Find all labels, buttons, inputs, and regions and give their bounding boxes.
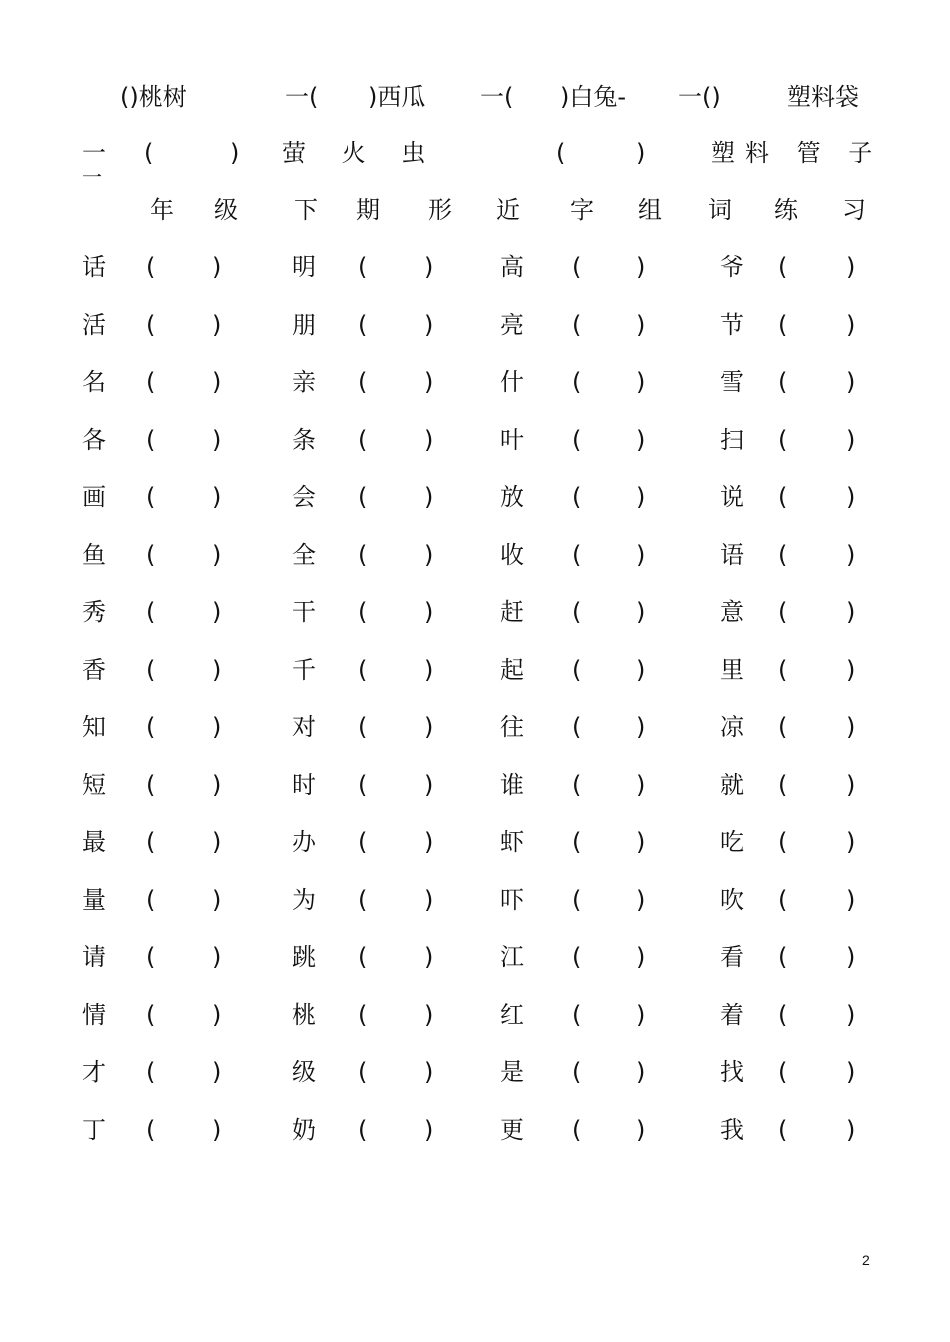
word-char: 虾 xyxy=(500,828,524,856)
word-char: 收 xyxy=(500,541,524,569)
close-paren: ) xyxy=(846,943,856,971)
close-paren: ) xyxy=(636,426,646,454)
close-paren: ) xyxy=(636,1058,646,1086)
close-paren: ) xyxy=(424,426,434,454)
close-paren: ) xyxy=(424,311,434,339)
open-paren: ( xyxy=(572,483,582,511)
close-paren: ) xyxy=(424,1116,434,1144)
word-char: 江 xyxy=(500,943,524,971)
word-char: 奶 xyxy=(292,1116,316,1144)
word-char: 请 xyxy=(82,943,106,971)
open-paren: ( xyxy=(358,426,368,454)
close-paren: ) xyxy=(424,943,434,971)
word-char: 全 xyxy=(292,541,316,569)
close-paren: ) xyxy=(212,886,222,914)
open-paren: ( xyxy=(146,656,156,684)
close-paren: ) xyxy=(424,656,434,684)
close-paren: ) xyxy=(424,598,434,626)
word-char: 谁 xyxy=(500,771,524,799)
word-char: 名 xyxy=(82,368,106,396)
close-paren: ) xyxy=(212,311,222,339)
close-paren: ) xyxy=(846,598,856,626)
word-char: 意 xyxy=(720,598,744,626)
close-paren: ) xyxy=(846,656,856,684)
word-char: 时 xyxy=(292,771,316,799)
close-paren: ) xyxy=(636,771,646,799)
open-paren: ( xyxy=(778,541,788,569)
close-paren: ) xyxy=(636,253,646,281)
word-char: 办 xyxy=(292,828,316,856)
open-paren: ( xyxy=(778,483,788,511)
word-char: 活 xyxy=(82,311,106,339)
open-paren: ( xyxy=(358,713,368,741)
word-char: 才 xyxy=(82,1058,106,1086)
close-paren: ) xyxy=(424,1001,434,1029)
word-char: 就 xyxy=(720,771,744,799)
close-paren: ) xyxy=(424,771,434,799)
open-paren: ( xyxy=(778,771,788,799)
open-paren: ( xyxy=(358,656,368,684)
word-char: 量 xyxy=(82,886,106,914)
close-paren: ) xyxy=(846,483,856,511)
open-paren: ( xyxy=(572,426,582,454)
word-char: 对 xyxy=(292,713,316,741)
close-paren: ) xyxy=(212,771,222,799)
open-paren: ( xyxy=(358,828,368,856)
open-paren: ( xyxy=(778,886,788,914)
phrase-prefix: 一( xyxy=(480,83,514,111)
open-paren: ( xyxy=(358,1058,368,1086)
word-char: 千 xyxy=(292,656,316,684)
word-char: 鱼 xyxy=(82,541,106,569)
word-char: 赶 xyxy=(500,598,524,626)
word-char: 爷 xyxy=(720,253,744,281)
open-paren: ( xyxy=(572,828,582,856)
word-char: 明 xyxy=(292,253,316,281)
close-paren: ) xyxy=(846,311,856,339)
word-char: 雪 xyxy=(720,368,744,396)
close-paren: ) xyxy=(636,1116,646,1144)
open-paren: ( xyxy=(572,771,582,799)
close-paren: ) xyxy=(424,886,434,914)
title-char: 组 xyxy=(638,196,662,224)
word-char: 高 xyxy=(500,253,524,281)
word-char: 画 xyxy=(82,483,106,511)
close-paren: ) xyxy=(636,368,646,396)
word-char: 香 xyxy=(82,656,106,684)
title-char: 级 xyxy=(214,196,238,224)
word-char: 干 xyxy=(292,598,316,626)
title-char: 下 xyxy=(294,196,318,224)
open-paren: ( xyxy=(778,1116,788,1144)
close-paren: ) xyxy=(846,886,856,914)
open-paren: ( xyxy=(146,771,156,799)
close-paren: ) xyxy=(846,771,856,799)
close-paren: ) xyxy=(424,1058,434,1086)
open-paren: ( xyxy=(778,426,788,454)
open-paren: ( xyxy=(572,253,582,281)
title-char: 练 xyxy=(774,196,798,224)
open-paren: ( xyxy=(358,771,368,799)
close-paren: ) xyxy=(212,1058,222,1086)
title-char: 年 xyxy=(150,196,174,224)
open-paren: ( xyxy=(572,311,582,339)
word-char: 里 xyxy=(720,656,744,684)
title-char: 形 xyxy=(428,196,452,224)
open-paren: ( xyxy=(778,253,788,281)
open-paren: ( xyxy=(146,1001,156,1029)
close-paren: ) xyxy=(846,541,856,569)
open-paren: ( xyxy=(146,943,156,971)
word-char: 是 xyxy=(500,1058,524,1086)
open-paren: ( xyxy=(358,1001,368,1029)
close-paren: ) xyxy=(212,828,222,856)
open-paren: ( xyxy=(778,828,788,856)
open-paren: ( xyxy=(572,368,582,396)
word-char: 起 xyxy=(500,656,524,684)
open-paren: ( xyxy=(146,1058,156,1086)
phrase-white-rabbit: )白兔- xyxy=(560,83,627,111)
close-paren: ) xyxy=(212,943,222,971)
open-paren: ( xyxy=(146,713,156,741)
phrase-prefix: 一() xyxy=(678,83,721,111)
close-paren: ) xyxy=(212,426,222,454)
word-char: 看 xyxy=(720,943,744,971)
open-paren: ( xyxy=(358,368,368,396)
word-char: 找 xyxy=(720,1058,744,1086)
close-paren: ) xyxy=(636,598,646,626)
open-paren: ( xyxy=(146,886,156,914)
close-paren: ) xyxy=(636,139,646,167)
open-paren: ( xyxy=(358,311,368,339)
open-paren: ( xyxy=(146,598,156,626)
close-paren: ) xyxy=(636,943,646,971)
open-paren: ( xyxy=(146,541,156,569)
open-paren: ( xyxy=(358,886,368,914)
close-paren: ) xyxy=(636,828,646,856)
close-paren: ) xyxy=(846,828,856,856)
close-paren: ) xyxy=(636,713,646,741)
close-paren: ) xyxy=(230,139,240,167)
close-paren: ) xyxy=(424,828,434,856)
open-paren: ( xyxy=(778,713,788,741)
word-char: 秀 xyxy=(82,598,106,626)
open-paren: ( xyxy=(778,1001,788,1029)
phrase-watermelon: )西瓜 xyxy=(368,83,426,111)
word-char: 跳 xyxy=(292,943,316,971)
open-paren: ( xyxy=(358,253,368,281)
close-paren: ) xyxy=(212,253,222,281)
phrase-plastic-bag: 塑料袋 xyxy=(787,83,859,111)
word-char: 为 xyxy=(292,886,316,914)
close-paren: ) xyxy=(636,311,646,339)
page-number: 2 xyxy=(862,1252,870,1268)
word-char: 朋 xyxy=(292,311,316,339)
word-char: 往 xyxy=(500,713,524,741)
open-paren: ( xyxy=(778,656,788,684)
word-char: 丁 xyxy=(82,1116,106,1144)
open-paren: ( xyxy=(358,943,368,971)
word-char: 更 xyxy=(500,1116,524,1144)
word-char: 我 xyxy=(720,1116,744,1144)
close-paren: ) xyxy=(636,483,646,511)
close-paren: ) xyxy=(636,886,646,914)
word-char: 吹 xyxy=(720,886,744,914)
close-paren: ) xyxy=(212,656,222,684)
word-char: 凉 xyxy=(720,713,744,741)
close-paren: ) xyxy=(846,253,856,281)
open-paren: ( xyxy=(146,311,156,339)
close-paren: ) xyxy=(636,656,646,684)
close-paren: ) xyxy=(846,1001,856,1029)
title-char: 习 xyxy=(842,196,866,224)
open-paren: ( xyxy=(572,541,582,569)
open-paren: ( xyxy=(146,483,156,511)
open-paren: ( xyxy=(778,368,788,396)
open-paren: ( xyxy=(146,253,156,281)
word-char: 吓 xyxy=(500,886,524,914)
close-paren: ) xyxy=(212,368,222,396)
open-paren: ( xyxy=(778,598,788,626)
close-paren: ) xyxy=(424,368,434,396)
open-paren: ( xyxy=(778,943,788,971)
word-char: 亮 xyxy=(500,311,524,339)
close-paren: ) xyxy=(424,541,434,569)
open-paren: ( xyxy=(556,139,566,167)
word-char: 语 xyxy=(720,541,744,569)
open-paren: ( xyxy=(358,598,368,626)
close-paren: ) xyxy=(424,483,434,511)
word-char: 吃 xyxy=(720,828,744,856)
word-char: 条 xyxy=(292,426,316,454)
title-char: 近 xyxy=(496,196,520,224)
word-char: 着 xyxy=(720,1001,744,1029)
word-char: 情 xyxy=(82,1001,106,1029)
word-char: 级 xyxy=(292,1058,316,1086)
word-char: 最 xyxy=(82,828,106,856)
word-char: 红 xyxy=(500,1001,524,1029)
open-paren: ( xyxy=(146,368,156,396)
close-paren: ) xyxy=(636,541,646,569)
phrase-firefly: 萤 火 虫 xyxy=(282,139,440,167)
close-paren: ) xyxy=(846,713,856,741)
word-char: 叶 xyxy=(500,426,524,454)
open-paren: ( xyxy=(144,139,154,167)
close-paren: ) xyxy=(212,541,222,569)
word-char: 桃 xyxy=(292,1001,316,1029)
phrase-prefix: 一( xyxy=(285,83,319,111)
open-paren: ( xyxy=(572,943,582,971)
close-paren: ) xyxy=(424,713,434,741)
phrase-peach-tree: ()桃树 xyxy=(120,83,187,111)
open-paren: ( xyxy=(572,1116,582,1144)
open-paren: ( xyxy=(146,828,156,856)
open-paren: ( xyxy=(572,1001,582,1029)
open-paren: ( xyxy=(358,541,368,569)
close-paren: ) xyxy=(212,1001,222,1029)
word-char: 短 xyxy=(82,771,106,799)
close-paren: ) xyxy=(212,713,222,741)
word-char: 放 xyxy=(500,483,524,511)
word-char: 亲 xyxy=(292,368,316,396)
close-paren: ) xyxy=(846,1116,856,1144)
title-char: 期 xyxy=(356,196,380,224)
open-paren: ( xyxy=(358,1116,368,1144)
title-char: 词 xyxy=(708,196,732,224)
close-paren: ) xyxy=(636,1001,646,1029)
close-paren: ) xyxy=(846,426,856,454)
word-char: 节 xyxy=(720,311,744,339)
open-paren: ( xyxy=(778,1058,788,1086)
close-paren: ) xyxy=(212,598,222,626)
word-char: 各 xyxy=(82,426,106,454)
open-paren: ( xyxy=(358,483,368,511)
open-paren: ( xyxy=(572,886,582,914)
open-paren: ( xyxy=(146,1116,156,1144)
word-char: 说 xyxy=(720,483,744,511)
close-paren: ) xyxy=(846,1058,856,1086)
open-paren: ( xyxy=(146,426,156,454)
open-paren: ( xyxy=(572,713,582,741)
close-paren: ) xyxy=(846,368,856,396)
close-paren: ) xyxy=(212,1116,222,1144)
lead-char: 一 xyxy=(82,139,106,167)
lead-char-under: 一 xyxy=(82,165,102,189)
phrase-plastic-tube: 塑料 管 子 xyxy=(711,139,883,167)
open-paren: ( xyxy=(572,656,582,684)
close-paren: ) xyxy=(424,253,434,281)
close-paren: ) xyxy=(212,483,222,511)
open-paren: ( xyxy=(778,311,788,339)
word-char: 知 xyxy=(82,713,106,741)
word-char: 扫 xyxy=(720,426,744,454)
open-paren: ( xyxy=(572,1058,582,1086)
title-char: 字 xyxy=(570,196,594,224)
word-char: 什 xyxy=(500,368,524,396)
word-char: 话 xyxy=(82,253,106,281)
word-char: 会 xyxy=(292,483,316,511)
open-paren: ( xyxy=(572,598,582,626)
